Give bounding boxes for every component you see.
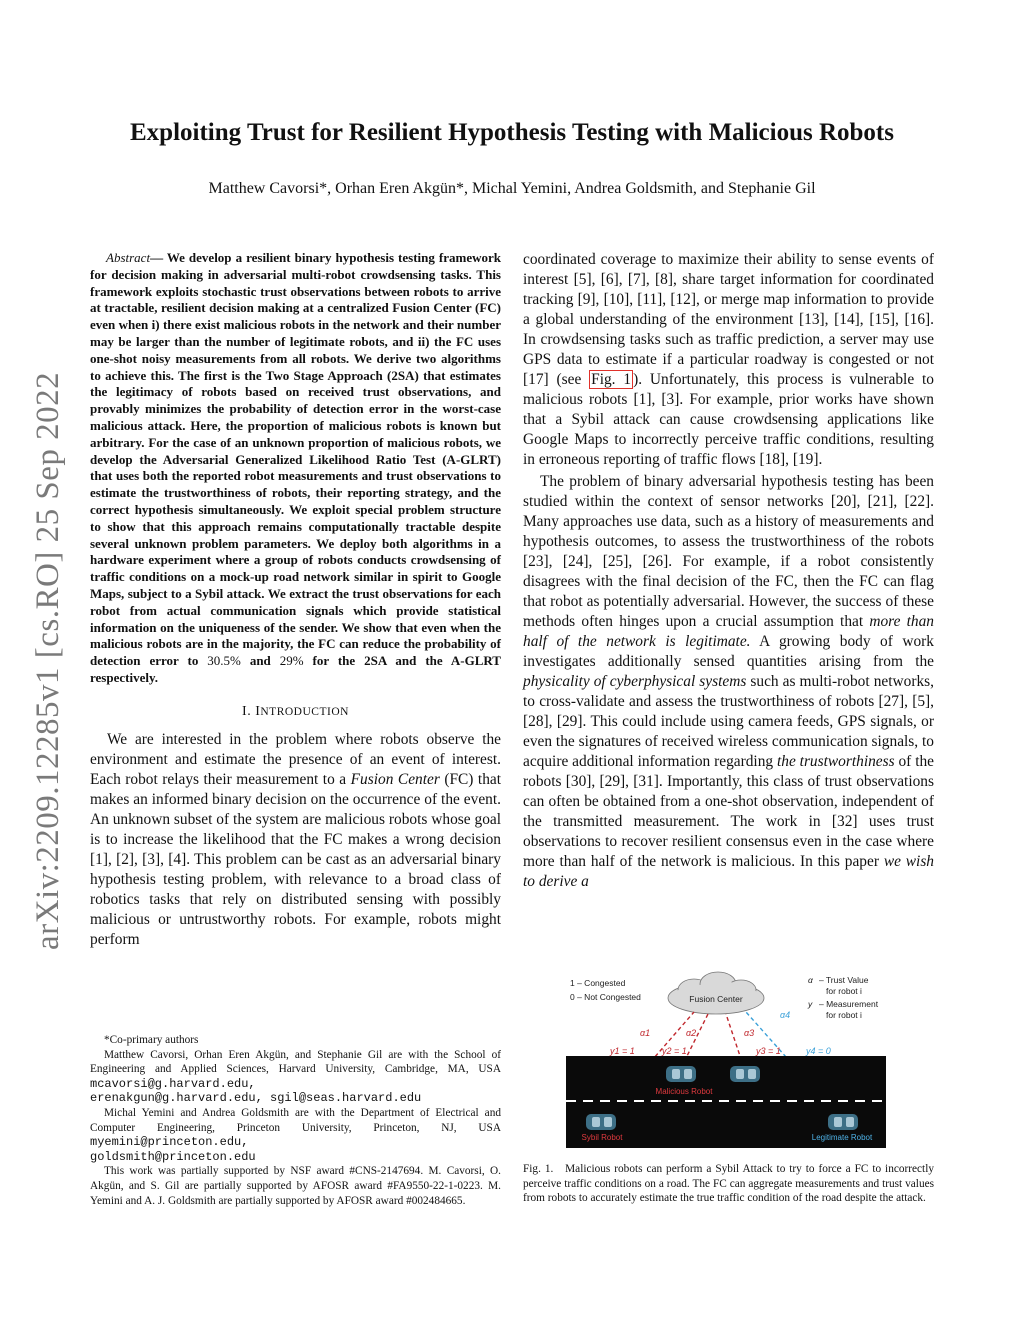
sybil-robot-label: Sybil Robot	[581, 1133, 623, 1142]
email-link[interactable]: erenakgun@g.harvard.edu, sgil@seas.harvard.edu	[90, 1091, 422, 1106]
y-1-label: y1 = 1	[610, 1046, 635, 1056]
legend-measurement-sub: for robot i	[826, 1010, 862, 1020]
y-2-label: y2 = 1	[662, 1046, 687, 1056]
intro-right-text: coordinated coverage to maximize their ability to sense events of interest [5], [6], [7], [8], share target information for coordinated tracking [9], [10], [11], [12], or merge map information to provide a global understanding of the environment [13], [14], [15], [16]. In crowdsensing tasks such as traffic prediction, a server may use GPS data to estimate if a particular roadway is congested or not [17] (see	[523, 251, 934, 388]
right-column	[523, 250, 934, 892]
abstract-text: — We develop a resilient binary hypothesis testing framework for decision making in adversarial multi-robot crowdsensing tasks. This framework exploits stochastic trust observations between robots to arrive at tractable, resilient decision making at a centralized Fusion Center (FC) even when i) there exist malicious robots in the network and their number may be larger than the number of legitimate robots, and ii) the FC uses one-shot noisy measurements from all robots. We derive two algorithms to achieve this. The first is the Two Stage Approach (2SA) that estimates the legitimacy of robots based on received trust observations, and provably minimizes the probability of detection error in the worst-case malicious attack. Here, the proportion of malicious robots is known but arbitrary. For the case of an unknown proportion of malicious robots, we develop the Adversarial Generalized Likelihood Ratio Test (A-GLRT) that uses both the reported robot measurements and trust observations to estimate the trustworthiness of robots, their reporting strategy, and the correct hypothesis simultaneously. We exploit special problem structure to show that this approach remains computationally tractable despite several unknown problem parameters. We deploy both algorithms in a hardware experiment where a group of robots conducts crowdsensing of traffic conditions on a mock-up road network similar in spirit to Google Maps, subject to a Sybil attack. We extract the trust observations for each robot from actual communication signals which provide statistical information on the uniqueness of the sender. We show that even when the malicious robots are in the majority, the FC can reduce the probability of detection error to	[90, 250, 501, 669]
abstract-text-end: for the 2SA and the A-GLRT respectively.	[90, 653, 501, 685]
figure-1-link[interactable]: Fig. 1	[591, 371, 632, 388]
footnote-princeton-text: Michal Yemini and Andrea Goldsmith are with the Department of Electrical and Computer Engineering, Princeton University, Princeton, NJ, USA	[90, 1106, 501, 1134]
figure-caption-text: Malicious robots can perform a Sybil Attack to try to force a FC to incorrectly perceive traffic conditions on a road. The FC can aggregate measurements and trust values from robots to accurately estimate the true traffic condition of the road despite the attack.	[523, 1163, 934, 1205]
email-link[interactable]: goldsmith@princeton.edu	[90, 1149, 256, 1164]
email-link[interactable]: myemini@princeton.edu,	[90, 1135, 249, 1150]
p3-text-c: such as multi-robot networks, to cross-validate and assess the trustworthiness of robots [27], [5], [28], [29]. This could include using camera feeds, GPS signals, or even the signatures of received wireless communication signals, to acquire additional information regarding	[523, 673, 934, 770]
footnote-harvard-text: Matthew Cavorsi, Orhan Eren Akgün, and Stephanie Gil are with the School of Engineering and Applied Sciences, Harvard University, Cambridge, MA, USA	[90, 1048, 501, 1076]
legend-congested: 1 – Congested	[570, 978, 626, 988]
abstract-error-aglrt: 29%	[279, 653, 304, 669]
intro-paragraph-1	[90, 730, 501, 950]
figure-caption-label: Fig. 1.	[523, 1163, 554, 1175]
abstract	[90, 250, 501, 687]
fusion-center-label: Fusion Center	[689, 994, 743, 1004]
legend-trust-value-sub: for robot i	[826, 986, 862, 996]
legend-measurement: – Measurement	[819, 999, 879, 1009]
y-4-label: y4 = 0	[806, 1046, 831, 1056]
legitimate-robot-car-icon	[828, 1114, 858, 1130]
p3-emphasis-legitimate: more than half of the network is legitimate.	[523, 613, 934, 650]
p3-text-d: of the robots [30], [29], [31]. Importantly, this class of trust observations can often be obtained from a one-shot observation, independent of the transmitted measurement. The work in [32] uses trust observations to recover resilient consensus even in the case where more than half of the network is malicious. In this paper	[523, 753, 934, 870]
alpha-4-label: α4	[780, 1010, 791, 1020]
email-link[interactable]: mcavorsi@g.harvard.edu,	[90, 1076, 256, 1091]
intro-paragraph-2	[523, 250, 934, 470]
p3-emphasis-trustworthiness: the trustworthiness	[776, 753, 895, 770]
paper-title: Exploiting Trust for Resilient Hypothesis Testing with Malicious Robots	[130, 119, 894, 146]
alpha-3-label: α3	[744, 1028, 755, 1038]
intro-paragraph-3	[523, 472, 934, 892]
legitimate-robot-label: Legitimate Robot	[811, 1133, 873, 1142]
p3-emphasis-derive: we wish to derive a	[523, 853, 934, 890]
footnotes	[90, 1033, 501, 1208]
cloud-icon	[668, 972, 764, 1014]
intro-emphasis-fusion-center: Fusion Center	[350, 770, 440, 788]
p3-text-b: A growing body of work investigates additionally sensed quantities arising from the	[523, 633, 935, 670]
section-numeral: I. I	[242, 703, 261, 719]
author-list: Matthew Cavorsi*, Orhan Eren Akgün*, Michal Yemini, Andrea Goldsmith, and Stephanie Gil	[208, 180, 816, 197]
y-3-label: y3 = 1	[756, 1046, 781, 1056]
left-column	[90, 250, 501, 950]
footnote-princeton-affiliation	[90, 1106, 501, 1164]
p3-text-a: The problem of binary adversarial hypothesis testing has been studied within the context of sensor networks [20], [21], [22]. Many approaches use data, such as a history of measurements and hypothesis outcomes, to assess the trustworthiness of the robots [23], [24], [25], [26]. For example, if a robot consistently disagrees with the final decision of the FC, then the FC can flag that robot as potentially adversarial. However, the success of these methods often hinges upon a crucial assumption that	[523, 473, 934, 630]
intro-text-cont: (FC) that makes an informed binary decision on the occurrence of the event. An unknown subset of the system are malicious robots whose goal is to increase the likelihood that the FC makes a wrong decision [1], [2], [3], [4]. This problem can be cast as an adversarial binary hypothesis testing problem, with relevance to a broad class of robotics tasks that rely on distributed sensing with possibly malicious or untrustworthy robots. For example, robots might perform	[90, 770, 501, 948]
malicious-robot-label: Malicious Robot	[655, 1087, 713, 1096]
alpha-2-label: α2	[686, 1028, 697, 1038]
abstract-text-and: and	[240, 653, 280, 669]
abstract-label: Abstract	[106, 250, 151, 265]
legend-trust-value: – Trust Value	[819, 975, 869, 985]
abstract-error-2sa: 30.5%	[207, 653, 241, 669]
figure-1-sybil-attack-diagram	[566, 970, 886, 1148]
section-title-rest: NTRODUCTION	[260, 705, 349, 718]
legend-not-congested: 0 – Not Congested	[570, 992, 641, 1002]
footnote-funding: This work was partially supported by NSF award #CNS-2147694. M. Cavorsi, O. Akgün, and S. Gil are partially supported by AFOSR award #FA9550-22-1-0223. M. Yemini and A. J. Goldsmith are partially supported by AFOSR award #002484665.	[90, 1165, 501, 1207]
p3-emphasis-physicality: physicality of cyberphysical systems	[523, 673, 747, 690]
intro-right-text-cont: ). Unfortunately, this process is vulnerable to malicious robots [1], [3]. For example, prior works have shown that a Sybil attack can cause crowdsensing applications like Google Maps to incorrectly perceive traffic conditions, resulting in erroneous reporting of traffic flows [18], [19].	[523, 371, 934, 468]
figure-1-caption	[523, 1162, 934, 1206]
footnote-co-primary: *Co-primary authors	[104, 1034, 199, 1046]
footnote-harvard-affiliation	[90, 1048, 501, 1106]
intro-text: We are interested in the problem where robots observe the environment and estimate the presence of an event of interest. Each robot relays their measurement to a	[90, 730, 501, 788]
legend-alpha-symbol: α	[808, 975, 813, 985]
sybil-robot-car-icon	[586, 1114, 616, 1130]
alpha-1-label: α1	[640, 1028, 651, 1038]
section-heading-introduction	[90, 704, 501, 720]
malicious-robot-car-icon	[666, 1066, 696, 1082]
malicious-robot-car-icon-2	[730, 1066, 760, 1082]
legend-y-symbol: y	[808, 999, 813, 1009]
arxiv-identifier-stamp: arXiv:2209.12285v1 [cs.RO] 25 Sep 2022	[30, 371, 66, 950]
